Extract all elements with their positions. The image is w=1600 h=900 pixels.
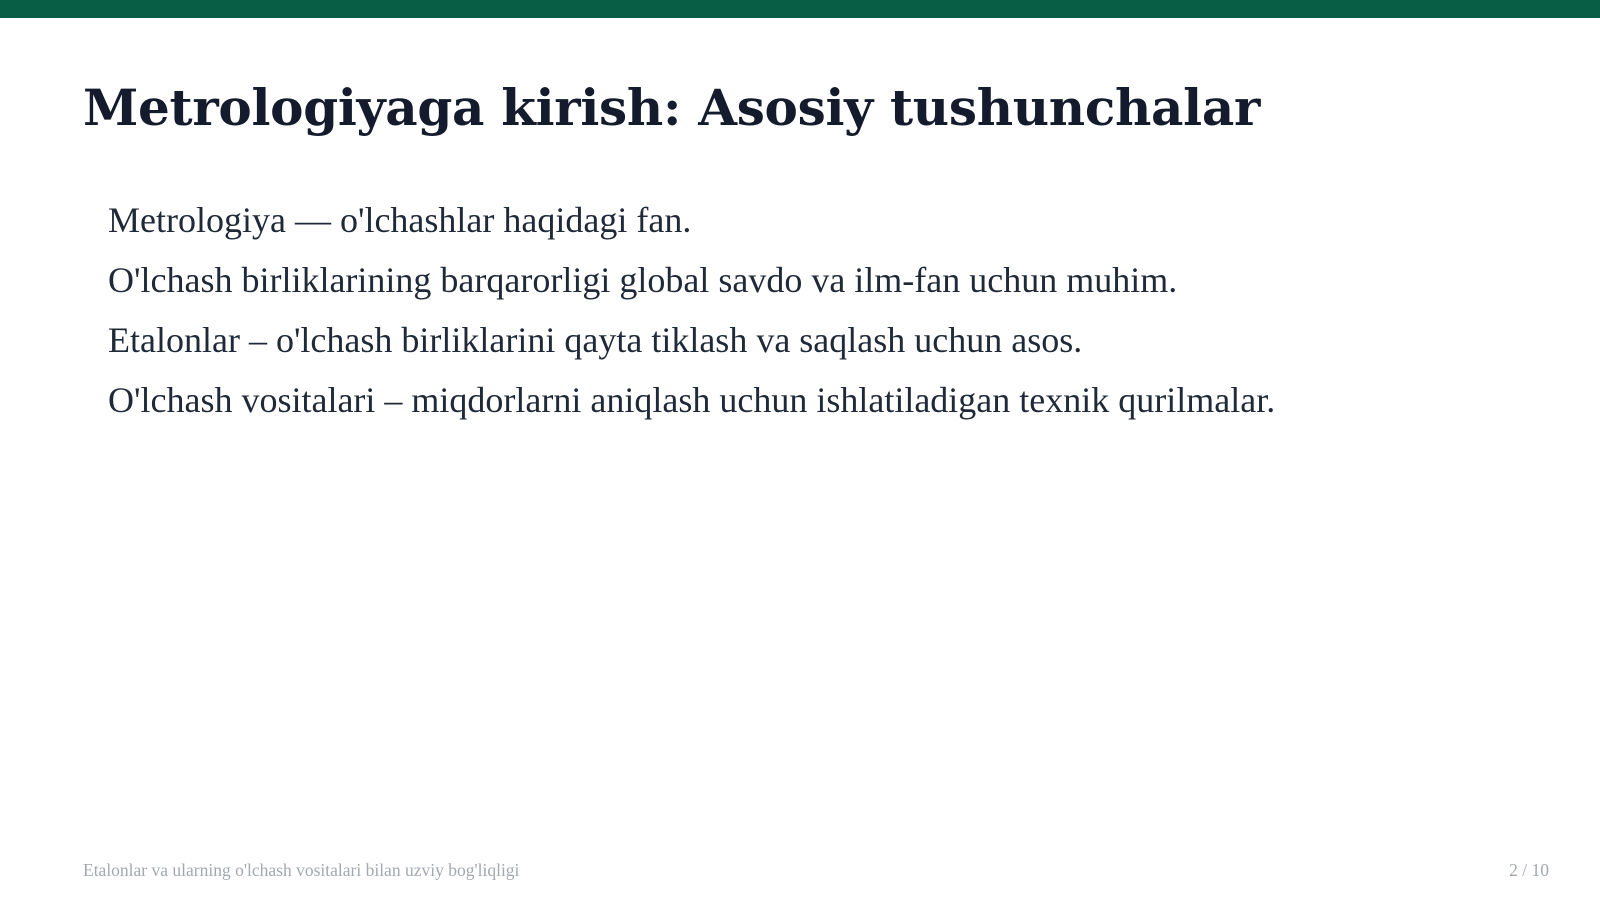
footer-presentation-title: Etalonlar va ularning o'lchash vositalari bilan uzviy bog'liqligi bbox=[83, 860, 520, 880]
bullet-item: Metrologiya — o'lchashlar haqidagi fan. bbox=[108, 200, 692, 240]
page-number: 2 / 10 bbox=[1509, 860, 1549, 880]
bullet-list bbox=[108, 190, 1275, 430]
slide-title: Metrologiyaga kirish: Asosiy tushunchalar bbox=[83, 78, 1260, 137]
top-accent-bar bbox=[0, 0, 1600, 18]
bullet-item: Etalonlar – o'lchash birliklarini qayta tiklash va saqlash uchun asos. bbox=[108, 320, 1083, 360]
bullet-item: O'lchash birliklarining barqarorligi global savdo va ilm-fan uchun muhim. bbox=[108, 260, 1178, 300]
bullet-item: O'lchash vositalari – miqdorlarni aniqlash uchun ishlatiladigan texnik qurilmalar. bbox=[108, 380, 1276, 420]
